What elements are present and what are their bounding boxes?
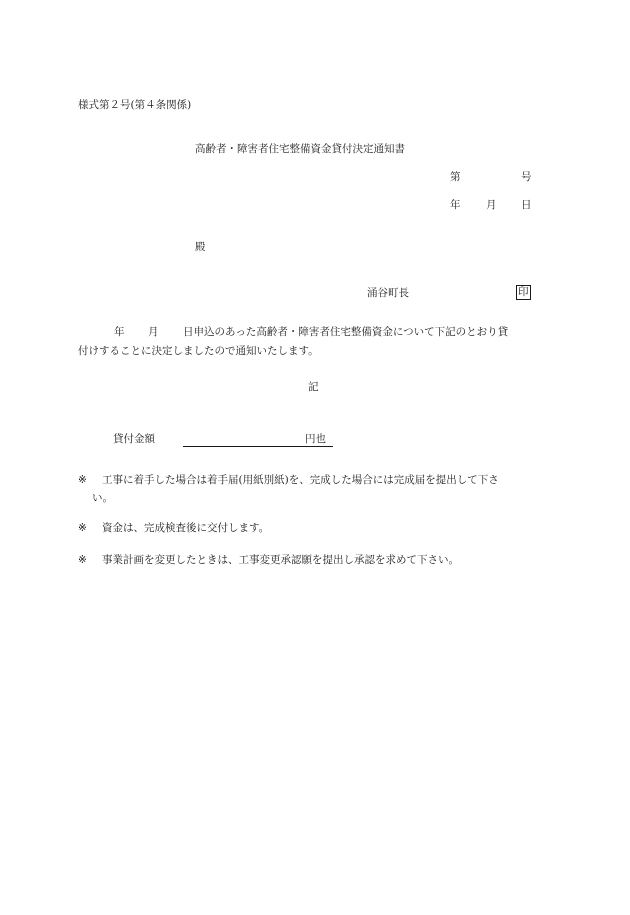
date-day: 日 xyxy=(521,199,532,211)
seal-box: 印 xyxy=(518,286,529,298)
ki-heading: 記 xyxy=(308,381,319,393)
date-month: 月 xyxy=(486,199,497,211)
body-line-1: 日申込のあった高齢者・障害者住宅整備資金について下記のとおり貸 xyxy=(183,326,509,338)
date-year: 年 xyxy=(450,199,461,211)
reference-go: 号 xyxy=(521,171,532,183)
document-title: 高齢者・障害者住宅整備資金貸付決定通知書 xyxy=(195,143,405,155)
note-1-line-2: い。 xyxy=(92,492,113,504)
loan-amount-line xyxy=(183,434,333,447)
note-1-mark: ※ xyxy=(78,474,87,486)
note-3-mark: ※ xyxy=(78,554,87,566)
note-2-mark: ※ xyxy=(78,522,87,534)
body-app-month: 月 xyxy=(148,326,159,338)
addressee-suffix: 殿 xyxy=(195,241,206,253)
loan-amount-field xyxy=(183,434,333,447)
note-3-line-1: 事業計画を変更したときは、工事変更承認願を提出し承認を求めて下さい。 xyxy=(102,554,459,566)
seal-mark xyxy=(516,285,531,300)
loan-amount-label: 貸付金額 xyxy=(113,433,155,445)
note-1-line-1: 工事に着手した場合は着手届(用紙別紙)を、完成した場合には完成届を提出して下さ xyxy=(102,474,499,486)
reference-dai: 第 xyxy=(450,171,461,183)
note-2-line-1: 資金は、完成検査後に交付します。 xyxy=(102,522,270,534)
form-identifier: 様式第２号(第４条関係) xyxy=(78,99,192,111)
body-line-2: 付けすることに決定しましたので通知いたします。 xyxy=(78,345,319,357)
loan-amount-unit: 円也 xyxy=(305,433,326,445)
issuer-name: 涌谷町長 xyxy=(367,287,409,299)
body-app-year: 年 xyxy=(114,326,125,338)
